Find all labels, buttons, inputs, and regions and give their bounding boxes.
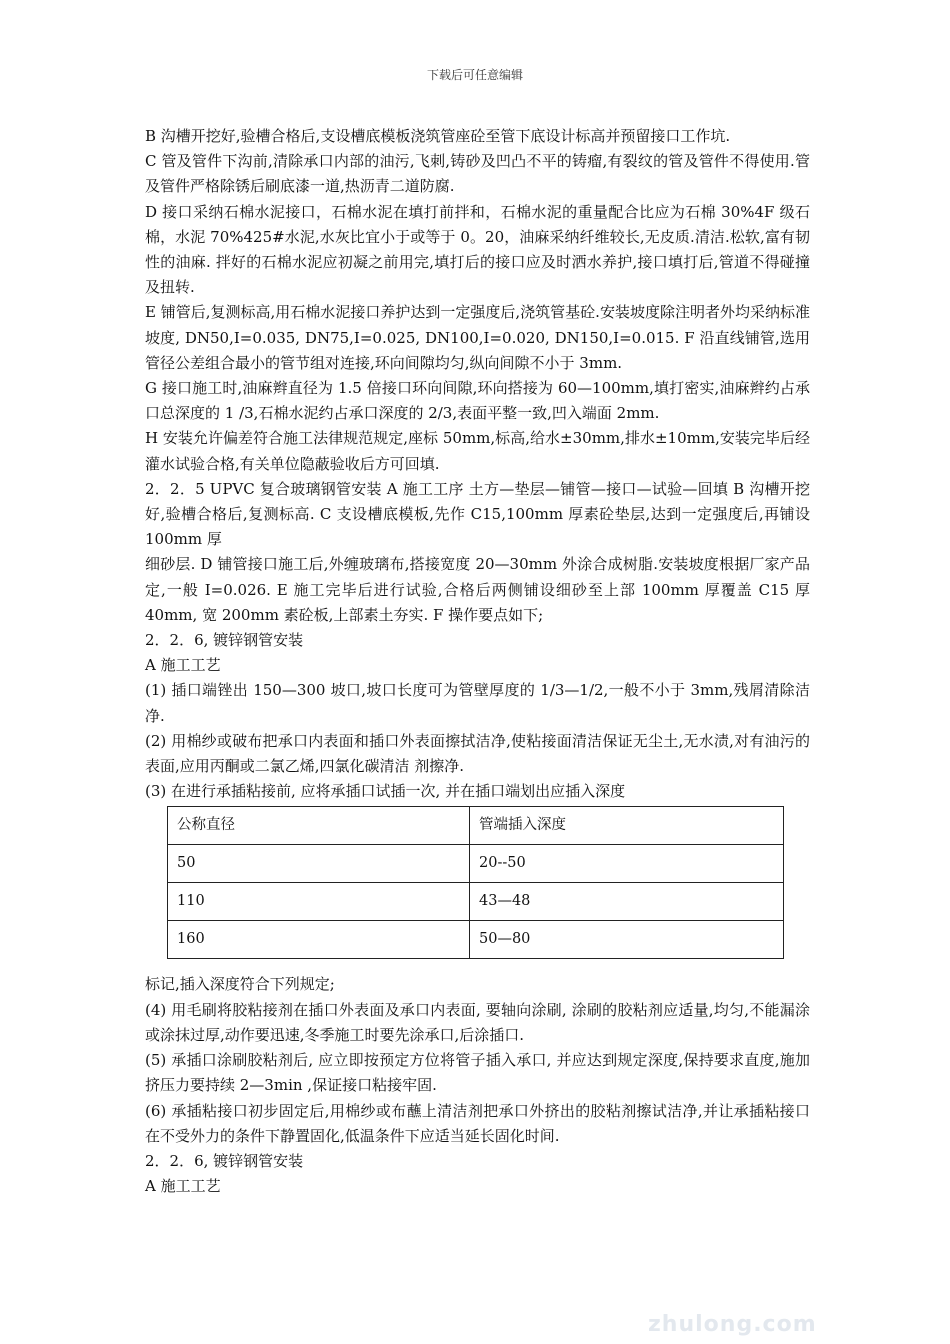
table-cell: 50 — [168, 845, 470, 883]
table-header-row — [168, 807, 784, 845]
table-row — [168, 921, 784, 959]
paragraph: (6) 承插粘接口初步固定后,用棉纱或布蘸上清洁剂把承口外挤出的胶粘剂擦试洁净,并让承插粘接口在不受外力的条件下静置固化,低温条件下应适当延长固化时间. — [145, 1101, 810, 1145]
paragraph: 细砂层. D 铺管接口施工后,外缠玻璃布,搭接宽度 20—30mm 外涂合成树脂.安装坡度根据厂家产品定,一般 I=0.026. E 施工完毕后进行试验,合格后两侧铺设细砂至上部 100mm 厚覆盖 C15 厚 40mm, 宽 200mm 素砼板,上部素土夯实. F 操作要点如下; — [145, 555, 810, 624]
paragraph: G 接口施工时,油麻辫直径为 1.5 倍接口环向间隙,环向搭接为 60—100mm,填打密实,油麻辫约占承口总深度的 1 /3,石棉水泥约占承口深度的 2/3,表面平整一致,凹入端面 2mm. — [145, 379, 810, 423]
bottom-paragraphs — [145, 972, 810, 1199]
table-row — [168, 883, 784, 921]
top-paragraphs — [145, 124, 810, 804]
table-cell: 43—48 — [470, 883, 784, 921]
paragraph: (3) 在进行承插粘接前, 应将承插口试插一次, 并在插口端划出应插入深度 — [145, 782, 626, 801]
paragraph: A 施工工艺 — [145, 656, 221, 675]
paragraph: (5) 承插口涂刷胶粘剂后, 应立即按预定方位将管子插入承口, 并应达到规定深度,保持要求直度,施加挤压力要持续 2—3min ,保证接口粘接牢固. — [145, 1051, 810, 1095]
paragraph: 2．2．5 UPVC 复合玻璃钢管安装 A 施工工序 土方—垫层—铺管—接口—试验—回填 B 沟槽开挖好,验槽合格后,复测标高. C 支设槽底模板,先作 C15,100mm 厚素砼垫层,达到一定强度后,再铺设 100mm 厚 — [145, 479, 810, 549]
paragraph: C 管及管件下沟前,清除承口内部的油污,飞刺,铸砂及凹凸不平的铸瘤,有裂纹的管及管件不得使用.管及管件严格除锈后刷底漆一道,热沥青二道防腐. — [145, 152, 810, 196]
paragraph: (1) 插口端锉出 150—300 坡口,坡口长度可为管壁厚度的 1/3—1/2,一般不小于 3mm,残屑清除洁净. — [145, 681, 810, 725]
table-cell: 110 — [168, 883, 470, 921]
insertion-depth-table — [167, 806, 784, 959]
table-header-cell: 管端插入深度 — [470, 807, 784, 845]
table-row — [168, 845, 784, 883]
paragraph: E 铺管后,复测标高,用石棉水泥接口养护达到一定强度后,浇筑管基砼.安装坡度除注明者外均采纳标准坡度, DN50,I=0.035, DN75,I=0.025, DN100,I=0.020, DN150,I=0.015. F 沿直线铺管,选用管径公差组合最小的管节组对连接,环向间隙均匀,纵向间隙不小于 3mm. — [145, 303, 810, 372]
paragraph: 标记,插入深度符合下列规定; — [145, 975, 335, 994]
paragraph: B 沟槽开挖好,验槽合格后,支设槽底模板浇筑管座砼至管下底设计标高并预留接口工作坑. — [145, 127, 731, 145]
table-header-cell: 公称直径 — [168, 807, 470, 845]
paragraph: D 接口采纳石棉水泥接口，石棉水泥在填打前拌和，石棉水泥的重量配合比应为石棉 30%4F 级石棉，水泥 70%425#水泥,水灰比宜小于或等于 0。20，油麻采纳纤维较长,无皮质.清洁.松软,富有韧性的油麻. 拌好的石棉水泥应初凝之前用完,填打后的接口应及时洒水养护,接口填打后,管道不得碰撞及扭转. — [145, 202, 810, 297]
paragraph: H 安装允许偏差符合施工法律规范规定,座标 50mm,标高,给水±30mm,排水±10mm,安装完毕后经灌水试验合格,有关单位隐蔽验收后方可回填. — [145, 429, 810, 473]
paragraph: 2．2．6, 镀锌钢管安装 — [145, 631, 304, 650]
page-header: 下载后可任意编辑 — [426, 68, 523, 82]
watermark: zhulong.com — [648, 1312, 817, 1337]
paragraph: A 施工工艺 — [145, 1177, 221, 1196]
document-body — [145, 124, 810, 1199]
table-cell: 20--50 — [470, 845, 784, 883]
table-cell: 160 — [168, 921, 470, 959]
paragraph: (4) 用毛刷将胶粘接剂在插口外表面及承口内表面, 要轴向涂刷, 涂刷的胶粘剂应适量,均匀,不能漏涂或涂抹过厚,动作要迅速,冬季施工时要先涂承口,后涂插口. — [145, 1000, 810, 1044]
paragraph: (2) 用棉纱或破布把承口内表面和插口外表面擦拭洁净,使粘接面清洁保证无尘土,无水渍,对有油污的表面,应用丙酮或二氯乙烯,四氯化碳清洁 剂擦净. — [145, 731, 810, 776]
paragraph: 2．2．6, 镀锌钢管安装 — [145, 1151, 304, 1170]
table-cell: 50—80 — [470, 921, 784, 959]
